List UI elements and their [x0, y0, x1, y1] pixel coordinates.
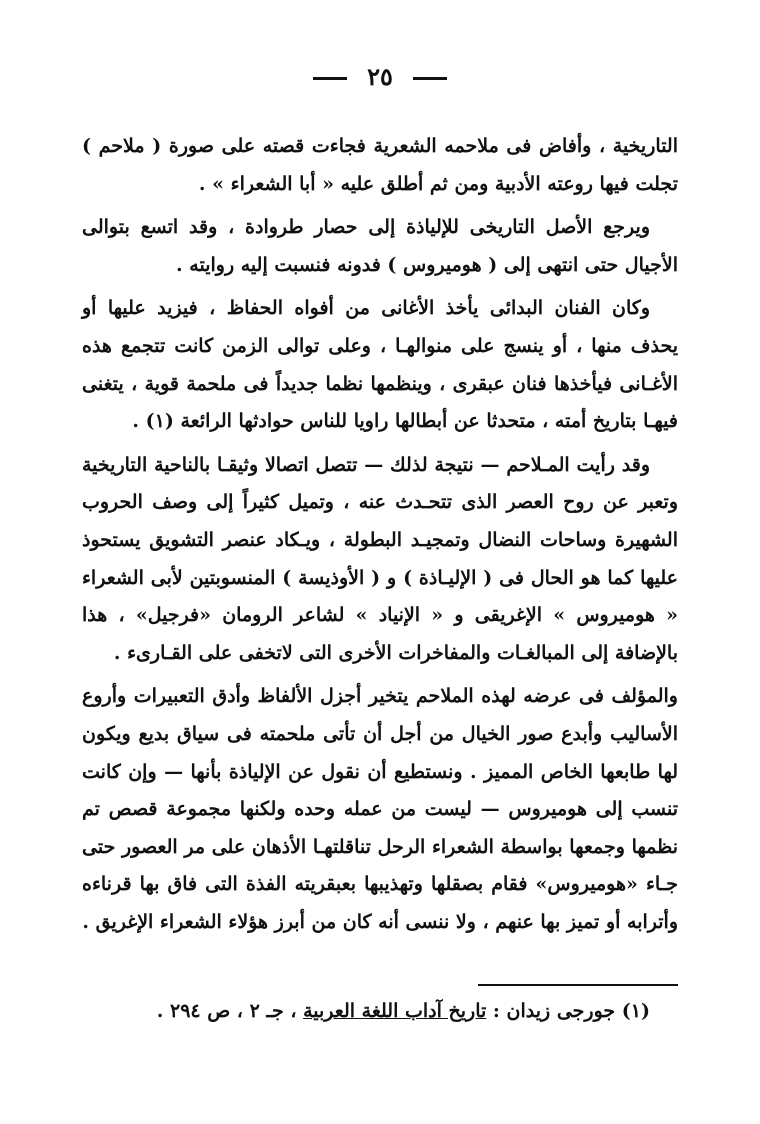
footnote-citation: ، جـ ٢ ، ص ٢٩٤ . — [156, 1000, 297, 1022]
paragraph-1: التاريخية ، وأفاض فى ملاحمه الشعرية فجاءت قصته على صورة ( ملاحم ) تجلت فيها روعته الأدبية ومن ثم أطلق عليه « أبا الشعراء » . — [82, 135, 678, 195]
page-number-value: ٢٥ — [367, 62, 393, 91]
paragraph-4: وقد رأيت المـلاحم — نتيجة لذلك — تتصل اتصالا وثيقـا بالناحية التاريخية وتعبر عن روح العصر الذى تتحـدث عنه ، وتميل كثيراً إلى وصف الحروب الشهيرة وساحات النضال وتمجيـد البطولة ، ويـكاد عنصر التشويق يستحوذ عليها كما هو الحال فى ( الإليـاذة ) و ( الأوذيسة ) المنسوبتين لأبى الشعراء « هوميروس » الإغريقى و « الإنياد » لشاعر الرومان «فرجيل» ، هذا بالإضافة إلى المبالغـات والمفاخرات الأخرى التى لاتخفى على القـارىء . — [82, 453, 678, 664]
page-number-dash-right — [413, 77, 447, 80]
page-number-dash-left — [313, 77, 347, 80]
paragraph-2: ويرجع الأصل التاريخى للإلياذة إلى حصار طروادة ، وقد اتسع بتوالى الأجيال حتى انتهى إلى ( هوميروس ) فدونه فنسبت إليه روايته . — [82, 216, 678, 276]
paragraph-5: والمؤلف فى عرضه لهذه الملاحم يتخير أجزل الألفاظ وأدق التعبيرات وأروع الأساليب وأبدع صور الخيال من أجل أن تأتى ملحمته فى سياق بديع ويكون لها طابعها الخاص المميز . ونستطيع أن نقول عن الإلياذة بأنها — وإن كانت تنسب إلى هوميروس — ليست من عمله وحده ولكنها مجموعة قصص تم نظمها وجمعها بواسطة الشعراء الرحل تناقلتهـا الأذهان على مر العصور حتى جـاء «هوميروس» فقام بصقلها وتهذيبها بعبقريته الفذة التى فاق بها قرناءه وأترابه أو تميز بها عنهم ، ولا ننسى أنه كان من أبرز هؤلاء الشعراء الإغريق . — [82, 685, 678, 933]
page-number — [0, 62, 760, 91]
footnote-marker: (١) — [621, 1000, 650, 1022]
footnote-divider — [478, 984, 678, 986]
paragraph-3: وكان الفنان البدائى يأخذ الأغانى من أفواه الحفاظ ، فيزيد عليها أو يحذف منها ، أو ينسج على منوالهـا ، وعلى توالى الزمن كانت تتجمع هذه الأغـانى فيأخذها فنان عبقرى ، وينظمها نظما جديداً فى ملحمة قوية ، يتغنى فيهـا بتاريخ أمته ، متحدثا عن أبطالها راويا للناس حوادثها الرائعة (١) . — [82, 297, 678, 433]
footnote-title: تاريخ آداب اللغة العربية — [303, 1000, 487, 1022]
body-text — [82, 128, 678, 941]
footnote — [82, 996, 650, 1026]
footnote-author: جورجى زيدان : — [492, 1000, 616, 1022]
